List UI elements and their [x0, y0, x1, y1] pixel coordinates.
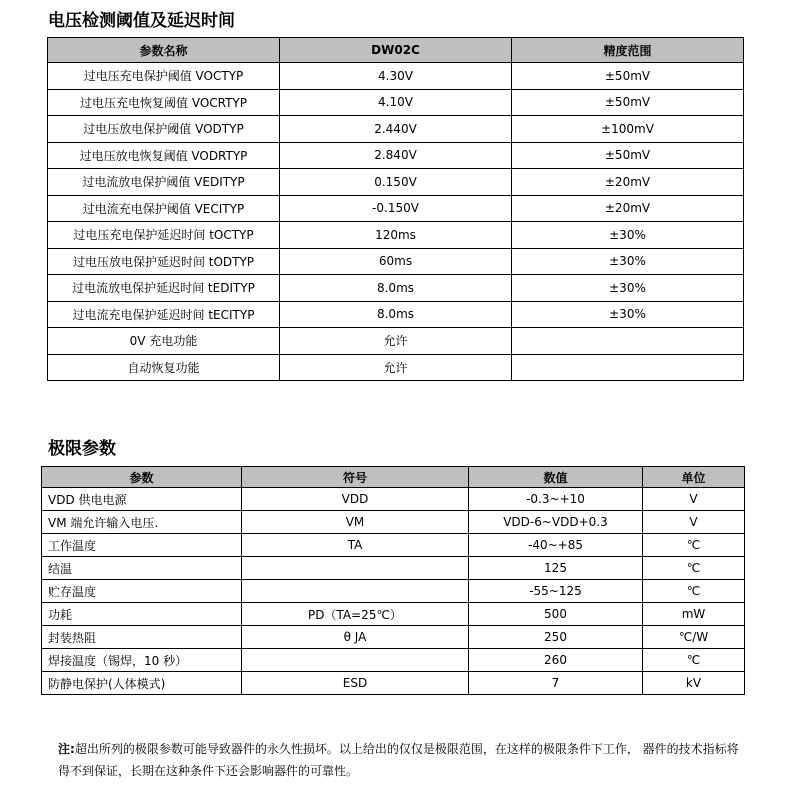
table-cell: 贮存温度: [42, 580, 242, 603]
table-row: [48, 195, 744, 222]
footnote-label: 注:: [58, 742, 75, 756]
table-row: [48, 63, 744, 90]
table-cell: 过电压放电保护阈值 VODTYP: [48, 116, 280, 143]
table-row: [42, 580, 745, 603]
table-cell: V: [643, 511, 745, 534]
table-row: [42, 511, 745, 534]
table-cell: 过电压充电保护延迟时间 tOCTYP: [48, 222, 280, 249]
table-cell: -40~+85: [469, 534, 643, 557]
table-row: [48, 142, 744, 169]
table-cell: VM 端允许输入电压.: [42, 511, 242, 534]
table-cell: ±30%: [512, 248, 744, 275]
table-cell: 过电压放电保护延迟时间 tODTYP: [48, 248, 280, 275]
table-cell: 过电流充电保护延迟时间 tECITYP: [48, 301, 280, 328]
header-cell: 数值: [469, 467, 643, 488]
table-cell: 120ms: [280, 222, 512, 249]
table-cell: VDD 供电电源: [42, 488, 242, 511]
table-cell: ℃: [643, 534, 745, 557]
table-row: [48, 169, 744, 196]
table-cell: θ JA: [242, 626, 469, 649]
header-cell: 参数: [42, 467, 242, 488]
table-row: [48, 89, 744, 116]
table-cell: ±30%: [512, 301, 744, 328]
table-cell: -55~125: [469, 580, 643, 603]
table-cell: 2.440V: [280, 116, 512, 143]
table-cell: 0V 充电功能: [48, 328, 280, 355]
table-cell: 过电流放电保护阈值 VEDITYP: [48, 169, 280, 196]
table-header-row: [48, 38, 744, 63]
table-cell: ℃: [643, 649, 745, 672]
table-cell: mW: [643, 603, 745, 626]
header-cell: 符号: [242, 467, 469, 488]
table-cell: 允许: [280, 354, 512, 381]
table-row: [48, 301, 744, 328]
table-header-row: [42, 467, 745, 488]
footnote-text: 超出所列的极限参数可能导致器件的永久性损坏。以上给出的仅仅是极限范围，在这样的极限条件下工作， 器件的技术指标将得不到保证，长期在这种条件下还会影响器件的可靠性。: [58, 742, 739, 778]
table-cell: ±30%: [512, 222, 744, 249]
table-row: [42, 488, 745, 511]
table-cell: 过电流放电保护延迟时间 tEDITYP: [48, 275, 280, 302]
table-cell: 封装热阻: [42, 626, 242, 649]
table-row: [48, 222, 744, 249]
footnote: [58, 738, 748, 782]
table-cell: [242, 649, 469, 672]
table-cell: 0.150V: [280, 169, 512, 196]
header-cell: DW02C: [280, 38, 512, 63]
table-cell: PD（TA=25℃）: [242, 603, 469, 626]
table-cell: VDD: [242, 488, 469, 511]
table-cell: 250: [469, 626, 643, 649]
table-cell: kV: [643, 672, 745, 695]
table-cell: V: [643, 488, 745, 511]
table-cell: 2.840V: [280, 142, 512, 169]
header-cell: 参数名称: [48, 38, 280, 63]
table-row: [42, 649, 745, 672]
header-cell: 精度范围: [512, 38, 744, 63]
header-cell: 单位: [643, 467, 745, 488]
table-cell: [512, 328, 744, 355]
table-cell: ESD: [242, 672, 469, 695]
table-cell: 防静电保护(人体模式): [42, 672, 242, 695]
table-cell: [242, 557, 469, 580]
table-row: [42, 626, 745, 649]
table-row: [48, 328, 744, 355]
table-cell: 8.0ms: [280, 301, 512, 328]
table-cell: ±50mV: [512, 63, 744, 90]
absolute-max-table: [41, 466, 745, 695]
table-cell: 过电压充电保护阈值 VOCTYP: [48, 63, 280, 90]
table-cell: 260: [469, 649, 643, 672]
table-cell: 60ms: [280, 248, 512, 275]
table-row: [42, 534, 745, 557]
table-cell: 4.30V: [280, 63, 512, 90]
table-cell: -0.150V: [280, 195, 512, 222]
table-cell: -0.3~+10: [469, 488, 643, 511]
table-cell: ±20mV: [512, 169, 744, 196]
table-row: [48, 275, 744, 302]
table-cell: 125: [469, 557, 643, 580]
table-row: [42, 603, 745, 626]
table-cell: ±20mV: [512, 195, 744, 222]
table-cell: ±50mV: [512, 142, 744, 169]
table-cell: 过电压放电恢复阈值 VODRTYP: [48, 142, 280, 169]
table-cell: 500: [469, 603, 643, 626]
table-cell: [242, 580, 469, 603]
table-cell: 自动恢复功能: [48, 354, 280, 381]
table-cell: 7: [469, 672, 643, 695]
table-cell: 焊接温度（锡焊，10 秒）: [42, 649, 242, 672]
table-cell: ℃/W: [643, 626, 745, 649]
table-cell: ±30%: [512, 275, 744, 302]
table-cell: 4.10V: [280, 89, 512, 116]
table-cell: ±50mV: [512, 89, 744, 116]
table-cell: 功耗: [42, 603, 242, 626]
table-row: [48, 354, 744, 381]
table-cell: 工作温度: [42, 534, 242, 557]
table-cell: ℃: [643, 557, 745, 580]
section-title-absolute-max: 极限参数: [48, 439, 116, 459]
table-row: [42, 672, 745, 695]
table-cell: 允许: [280, 328, 512, 355]
table-cell: ℃: [643, 580, 745, 603]
table-cell: TA: [242, 534, 469, 557]
voltage-threshold-table: [47, 37, 744, 381]
table-cell: VDD-6~VDD+0.3: [469, 511, 643, 534]
table-cell: [512, 354, 744, 381]
table-cell: 过电压充电恢复阈值 VOCRTYP: [48, 89, 280, 116]
table-cell: VM: [242, 511, 469, 534]
table-row: [42, 557, 745, 580]
table-cell: 结温: [42, 557, 242, 580]
table-row: [48, 116, 744, 143]
section-title-voltage-thresholds: 电压检测阈值及延迟时间: [48, 11, 235, 31]
table-row: [48, 248, 744, 275]
table-cell: 过电流充电保护阈值 VECITYP: [48, 195, 280, 222]
table-cell: 8.0ms: [280, 275, 512, 302]
table-cell: ±100mV: [512, 116, 744, 143]
